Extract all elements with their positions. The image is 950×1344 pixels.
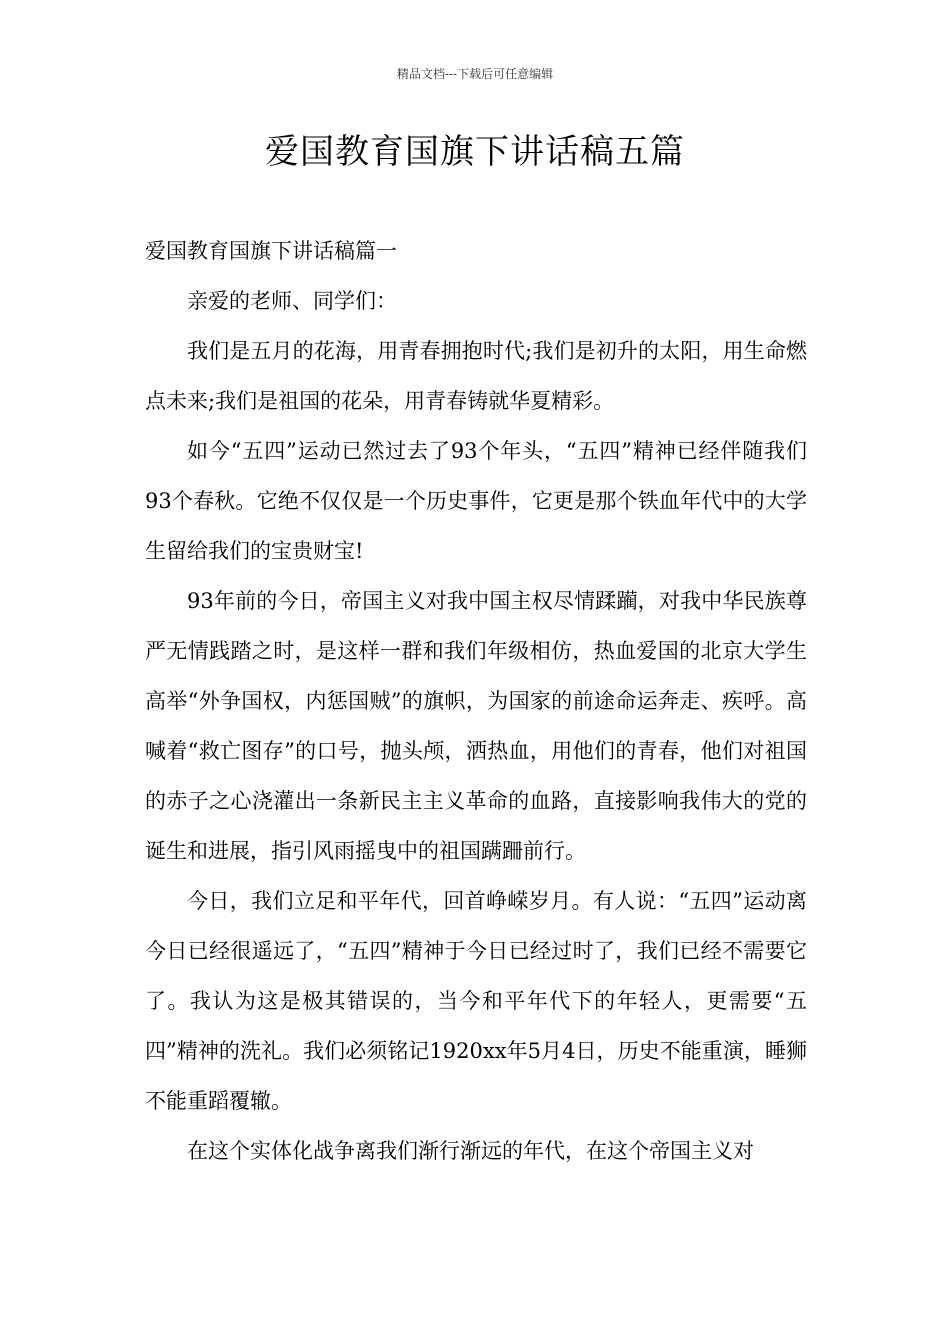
paragraph: 93年前的今日，帝国主义对我中国主权尽情蹂躏，对我中华民族尊严无情践踏之时，是这样一群和我们年级相仿，热血爱国的北京大学生高举“外争国权，内惩国贼”的旗帜，为国家的前途命运奔走、疾呼。高喊着“救亡图存”的口号，抛头颅，洒热血，用他们的青春，他们对祖国的赤子之心浇灌出一条新民主主义革命的血路，直接影响我伟大的党的诞生和进展，指引风雨摇曳中的祖国蹒跚前行。 — [145, 589, 807, 863]
document-body — [145, 226, 807, 1176]
document-title: 爱国教育国旗下讲话稿五篇 — [265, 132, 685, 172]
paragraph: 如今“五四”运动已然过去了93个年头，“五四”精神已经伴随我们93个春秋。它绝不仅仅是一个历史事件，它更是那个铁血年代中的大学生留给我们的宝贵财宝! — [145, 439, 807, 563]
header-note: 精品文档---下载后可任意编辑 — [396, 67, 554, 81]
paragraph-salutation: 亲爱的老师、同学们： — [187, 289, 397, 313]
section-heading: 爱国教育国旗下讲话稿篇一 — [145, 239, 397, 263]
paragraph: 我们是五月的花海，用青春拥抱时代;我们是初升的太阳，用生命燃点未来;我们是祖国的花朵，用青春铸就华夏精彩。 — [145, 339, 807, 413]
paragraph: 今日，我们立足和平年代，回首峥嵘岁月。有人说：“五四”运动离今日已经很遥远了，“五四”精神于今日已经过时了，我们已经不需要它了。我认为这是极其错误的，当今和平年代下的年轻人，更需要“五四”精神的洗礼。我们必须铭记1920xx年5月4日，历史不能重演，睡狮不能重蹈覆辙。 — [145, 889, 807, 1113]
paragraph: 在这个实体化战争离我们渐行渐远的年代，在这个帝国主义对 — [187, 1139, 754, 1163]
